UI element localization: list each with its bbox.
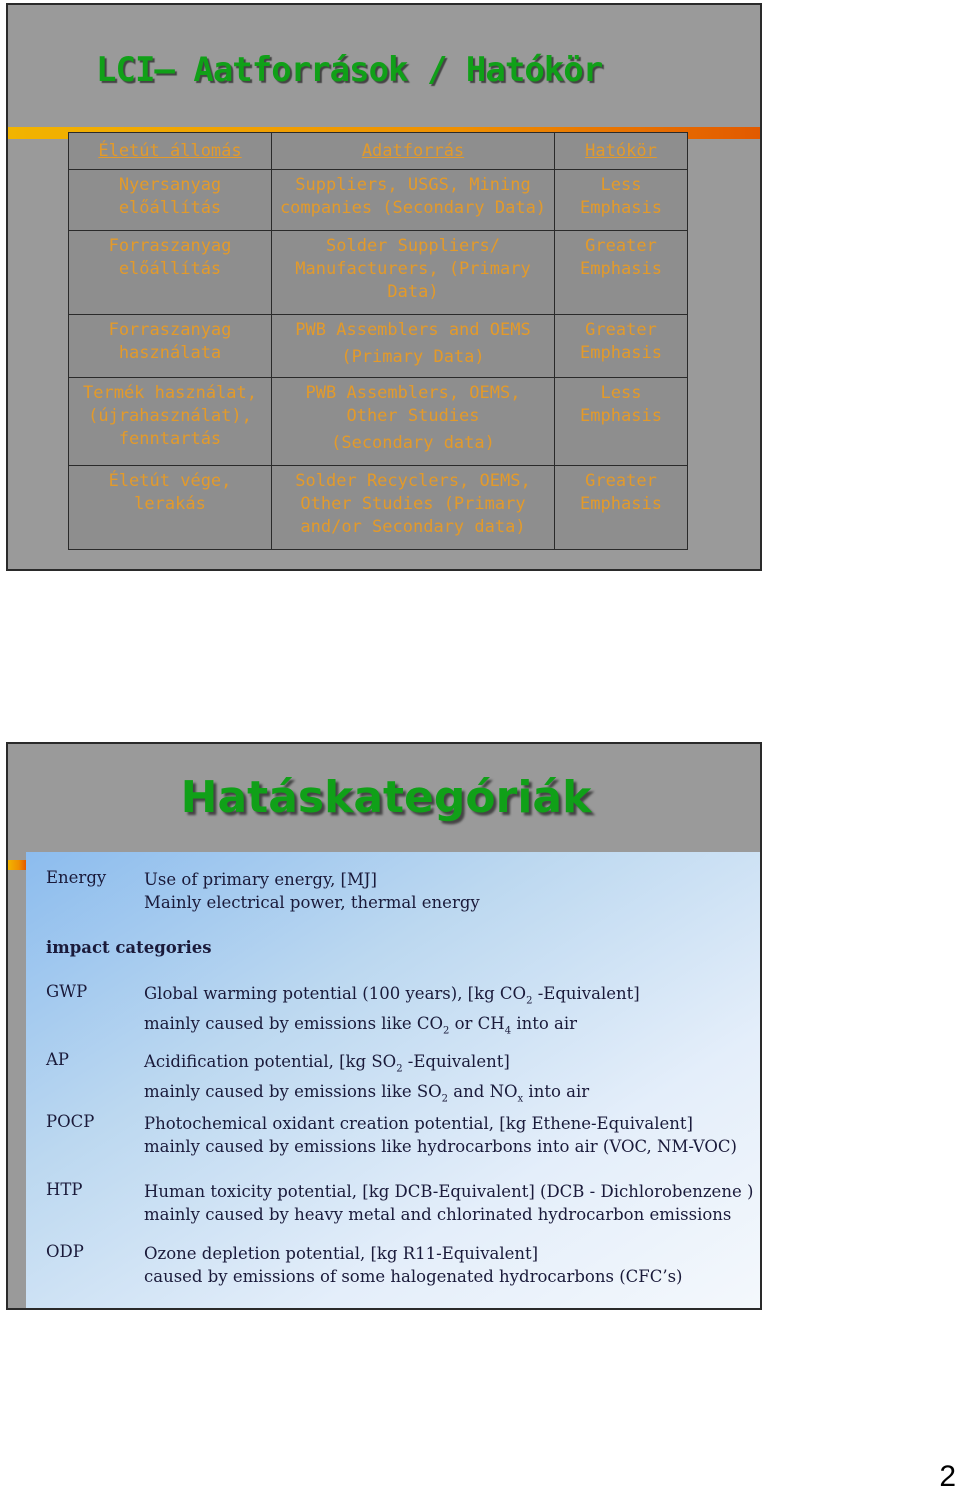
category-line-2: mainly caused by heavy metal and chlorinated hydrocarbon emissions <box>144 1205 732 1224</box>
subscript: x <box>517 1093 524 1105</box>
slide-title: LCI– Aatforrások / Hatókör <box>96 50 603 90</box>
subscript: 2 <box>526 995 533 1007</box>
data-source-cell <box>272 378 555 466</box>
category-line-1: Photochemical oxidant creation potential, [kg Ethene-Equivalent] <box>144 1114 693 1133</box>
data-source-note: (Secondary data) <box>331 433 495 453</box>
life-stage-cell: Termék használat, (újrahasználat), fenntartás <box>69 378 272 466</box>
category-abbr: AP <box>46 1050 70 1069</box>
category-line-1: Human toxicity potential, [kg DCB-Equivalent] (DCB - Dichlorobenzene ) <box>144 1182 754 1201</box>
category-description <box>144 1112 737 1158</box>
slide-impact-categories <box>6 742 762 1310</box>
impact-categories-heading: impact categories <box>46 938 212 957</box>
category-abbr: GWP <box>46 982 88 1001</box>
table-row <box>69 466 688 550</box>
life-stage-cell: Forraszanyag előállítás <box>69 231 272 315</box>
life-stage-cell: Életút vége, lerakás <box>69 466 272 550</box>
slide-title: Hatáskategóriák <box>180 772 592 823</box>
category-description <box>144 1180 753 1226</box>
text-part: Acidification potential, [kg SO <box>144 1052 397 1071</box>
text-part: Global warming potential (100 years), [kg CO <box>144 984 527 1003</box>
category-line-1: Ozone depletion potential, [kg R11-Equivalent] <box>144 1244 539 1263</box>
data-source-note: (Primary Data) <box>341 347 485 367</box>
category-line-2 <box>144 1080 589 1110</box>
table-row <box>69 315 688 378</box>
data-source-text: PWB Assemblers and OEMS <box>295 320 531 340</box>
slide-lci-data-sources <box>6 3 762 571</box>
lci-table <box>68 132 688 550</box>
category-line-1 <box>144 982 640 1012</box>
energy-description <box>144 868 480 914</box>
category-abbr: HTP <box>46 1180 83 1199</box>
header-life-stage: Életút állomás <box>69 133 272 170</box>
energy-line-2: Mainly electrical power, thermal energy <box>144 893 480 912</box>
life-stage-cell: Nyersanyag előállítás <box>69 170 272 231</box>
category-description <box>144 982 640 1043</box>
text-part: or CH <box>449 1014 505 1034</box>
page-number: 2 <box>939 1460 956 1493</box>
category-abbr: POCP <box>46 1112 95 1131</box>
category-description <box>144 1050 589 1111</box>
header-scope: Hatókör <box>555 133 688 170</box>
text-part: -Equivalent] <box>402 1052 510 1071</box>
category-description <box>144 1242 682 1288</box>
text-part: -Equivalent] <box>532 984 640 1003</box>
subscript: 2 <box>441 1093 449 1105</box>
table-row <box>69 231 688 315</box>
category-line-1 <box>144 1050 589 1080</box>
scope-cell: Less Emphasis <box>555 170 688 231</box>
text-part: mainly caused by emissions like CO <box>144 1014 443 1034</box>
energy-label: Energy <box>46 868 107 887</box>
category-abbr: ODP <box>46 1242 84 1261</box>
category-line-2 <box>144 1012 640 1042</box>
scope-cell: Greater Emphasis <box>555 231 688 315</box>
scope-cell: Less Emphasis <box>555 378 688 466</box>
energy-line-1: Use of primary energy, [MJ] <box>144 870 377 889</box>
data-source-text: PWB Assemblers, OEMS, Other Studies <box>305 383 521 426</box>
table-row <box>69 170 688 231</box>
text-part: mainly caused by emissions like SO <box>144 1082 442 1102</box>
subscript: 2 <box>396 1063 403 1075</box>
accent-bar <box>8 860 26 870</box>
text-part: into air <box>523 1082 590 1102</box>
data-source-cell <box>272 315 555 378</box>
subscript: 4 <box>504 1025 512 1037</box>
category-line-2: caused by emissions of some halogenated hydrocarbons (CFC’s) <box>144 1267 683 1286</box>
data-source-cell: Solder Recyclers, OEMS, Other Studies (Primary and/or Secondary data) <box>272 466 555 550</box>
life-stage-cell: Forraszanyag használata <box>69 315 272 378</box>
scope-cell: Greater Emphasis <box>555 315 688 378</box>
header-data-source: Adatforrás <box>272 133 555 170</box>
data-source-cell: Suppliers, USGS, Mining companies (Secondary Data) <box>272 170 555 231</box>
table-row <box>69 378 688 466</box>
text-part: and NO <box>448 1082 518 1102</box>
impact-panel <box>26 852 760 1308</box>
scope-cell: Greater Emphasis <box>555 466 688 550</box>
category-line-2: mainly caused by emissions like hydrocarbons into air (VOC, NM-VOC) <box>144 1137 737 1156</box>
data-source-cell: Solder Suppliers/ Manufacturers, (Primary Data) <box>272 231 555 315</box>
text-part: into air <box>511 1014 578 1034</box>
table-header-row <box>69 133 688 170</box>
subscript: 2 <box>443 1025 450 1037</box>
